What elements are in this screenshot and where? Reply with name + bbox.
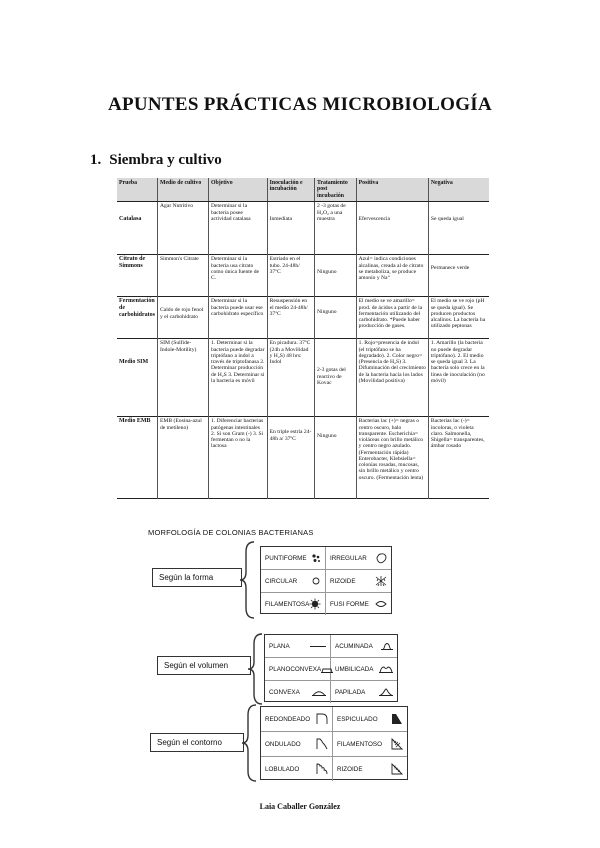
cell-tratamiento: Ninguno [314, 297, 356, 339]
column-header: Tratamiento post incubación [314, 178, 356, 202]
rhizoid-edge-icon [391, 763, 403, 775]
morph-label: ACUMINADA [335, 642, 373, 650]
morph-label: FILAMENTOSO [337, 740, 383, 748]
brace-icon [246, 632, 266, 706]
morph-label: FILAMENTOSA [265, 600, 310, 608]
morph-cell [331, 681, 397, 703]
cell-negativa: 1. Amarillo (la bacteria no puede degradar triptófano). 2. El medio se queda igual 3. La bacteria solo crece en la línea de inoculación (no móvil) [428, 339, 489, 417]
cell-positiva: Bacterias lac (+)= negras o centro oscuro, halo transparente. Escherichia= violáceas con brillo metálico y centro negro azulado. (Fermentación rápida) Enterobacter, Klebsiella= colonias rosadas, mucosas, sin brillo metálico y centro oscuro. (Fermentación lenta) [356, 417, 428, 499]
flat-icon [310, 643, 326, 649]
papillate-icon [379, 688, 393, 696]
morph-label: LOBULADO [265, 765, 300, 773]
cell-objetivo: Determinar si la bacteria puede usar ese carbohidrato específico [209, 297, 268, 339]
table-row [117, 297, 489, 339]
morphology-title: MORFOLOGÍA DE COLONIAS BACTERIANAS [148, 528, 314, 537]
morph-label: RIZOIDE [337, 765, 363, 773]
morph-cell [333, 732, 407, 756]
filamentous-icon [309, 598, 321, 610]
column-header: Positiva [356, 178, 428, 202]
cell-tratamiento: Ninguno [314, 255, 356, 297]
tests-table [117, 178, 489, 499]
morph-label: FUSI FORME [330, 600, 369, 608]
cell-tratamiento: Ninguno [314, 417, 356, 499]
morph-cell [331, 658, 397, 680]
category-edge-label: Según el contorno [150, 733, 244, 752]
fusiform-icon [375, 599, 387, 609]
rounded-edge-icon [316, 713, 328, 725]
morph-label: ONDULADO [265, 740, 301, 748]
morph-label: ESPICULADO [337, 715, 378, 723]
morph-label: IRREGULAR [330, 554, 367, 562]
test-name: Medio SIM [119, 359, 149, 366]
column-header: Inoculación e incubación [267, 178, 314, 202]
table-header-row [117, 178, 489, 202]
morph-label: PAPILADA [335, 688, 366, 696]
morph-cell [333, 707, 407, 731]
morph-label: CIRCULAR [265, 577, 298, 585]
cell-negativa: Permanece verde [428, 255, 489, 297]
test-name: Fermentación de carbohidratos [119, 298, 155, 318]
cell-medio: Caldo de rojo fenol y el carbohidrato [158, 297, 209, 339]
morph-cell [261, 593, 326, 615]
cell-negativa: Bacterias lac (-)= incoloras, o violeta claro. Salmonella, Shigella= transparentes, ámbar rosado [428, 417, 489, 499]
cell-negativa: Se queda igual [428, 202, 489, 255]
umbilicate-icon [379, 665, 393, 673]
morph-cell [261, 570, 326, 592]
column-header: Medio de cultivo [158, 178, 209, 202]
morph-label: UMBILICADA [335, 665, 374, 673]
cell-medio: EMB (Eosina-azul de metileno) [158, 417, 209, 499]
convex-icon [312, 688, 326, 696]
section-number: 1. [90, 152, 102, 168]
column-header: Negativa [428, 178, 489, 202]
cell-objetivo: Determinar si la bacteria usa citrato como única fuente de C. [209, 255, 268, 297]
section-title: Siembra y cultivo [109, 152, 222, 168]
shape-grid [260, 546, 392, 614]
cell-inoculacion: En picadura. 37ºC (24h a Movilidad y H₂S) 48 hrs: Indol [267, 339, 314, 417]
morph-label: CONVEXA [269, 688, 300, 696]
cell-tratamiento: 2-3 gotas del reactivo de Kovac [314, 339, 356, 417]
morph-cell [333, 757, 407, 781]
category-volume-label: Según el volumen [157, 656, 251, 675]
table-row [117, 255, 489, 297]
table-row [117, 417, 489, 499]
brace-icon [240, 703, 260, 783]
cell-medio: Simmon's Citrate [158, 255, 209, 297]
morph-label: REDONDEADO [265, 715, 311, 723]
cell-positiva: Azul= indica condiciones alcalinas, creada al de citrato se metaboliza, se produce amonio y Na⁺ [356, 255, 428, 297]
morph-cell [261, 547, 326, 569]
column-header: Prueba [117, 178, 158, 202]
cell-positiva: Efervescencia [356, 202, 428, 255]
table-row [117, 339, 489, 417]
cell-tratamiento: 2 -3 gotas de H₂O₂ a una muestra [314, 202, 356, 255]
cell-inoculacion: En triple estría 24-48h a/ 37ºC [267, 417, 314, 499]
morph-cell [261, 732, 333, 756]
test-name: Medio EMB [119, 418, 151, 425]
morph-cell [265, 635, 331, 657]
volume-grid [264, 634, 398, 702]
filamentous-edge-icon [391, 738, 403, 750]
acuminate-icon [381, 642, 393, 650]
column-header: Objetivo [209, 178, 268, 202]
morph-cell [265, 658, 331, 680]
irregular-icon [376, 553, 387, 564]
category-shape-label: Según la forma [152, 568, 242, 587]
morph-cell [326, 547, 391, 569]
morph-label: PLANOCONVEXA [269, 665, 322, 673]
cell-positiva: El medio se ve amarillo= prod. de ácidos a partir de la fermentación utilizando del carbohidrato. *Puede haber producción de gases. [356, 297, 428, 339]
circular-icon [311, 576, 321, 586]
test-name: Citrato de Simmons [119, 256, 146, 270]
lobate-edge-icon [316, 763, 328, 775]
morph-cell [265, 681, 331, 703]
cell-medio: Agar Nutritivo [158, 202, 209, 255]
edge-grid [260, 706, 408, 780]
morph-label: RIZOIDE [330, 577, 356, 585]
cell-medio: SIM (Sulfide-Indole-Motility) [158, 339, 209, 417]
morph-label: PUNTIFORME [265, 554, 307, 562]
cell-inoculacion: Estriado en el tubo. 24-48h/ 37ºC [267, 255, 314, 297]
cell-positiva: 1. Rojo=presencia de indol (el triptófano se ha degradado). 2. Color negro= (Presencia de H₂S) 3. Difuminación del crecimiento de la bacteria hacia los lados (Movilidad positiva) [356, 339, 428, 417]
morph-cell [326, 570, 391, 592]
table-row [117, 202, 489, 255]
punctiform-icon [311, 553, 321, 563]
morph-cell [331, 635, 397, 657]
morph-cell [261, 707, 333, 731]
brace-icon [238, 540, 258, 620]
spiculate-edge-icon [391, 713, 403, 725]
undulate-edge-icon [316, 738, 328, 750]
test-name: Catalasa [119, 216, 142, 223]
cell-inoculacion: Inmediata [267, 202, 314, 255]
author-footer: Laia Caballer González [259, 802, 341, 811]
morph-label: PLANA [269, 642, 290, 650]
cell-objetivo: 1. Determinar si la bacteria puede degradar triptófano a indol a través de triptofanasa 2. Determinar producción de H₂S 3. Determinar si la bacteria es móvil [209, 339, 268, 417]
cell-objetivo: Determinar si la bacteria posee actividad catalasa [209, 202, 268, 255]
page-title: APUNTES PRÁCTICAS MICROBIOLOGÍA [107, 94, 493, 115]
cell-objetivo: 1. Diferenciar bacterias patógenas intestinales 2. Si son Gram (-) 3. Si fermentan o no la lactosa [209, 417, 268, 499]
morph-cell [261, 757, 333, 781]
cell-negativa: El medio se ve rojo (pH se queda igual). Se producen productos alcalinos. La bacteria ha utilizado peptonas [428, 297, 489, 339]
rhizoid-icon [375, 575, 387, 587]
morph-cell [326, 593, 391, 615]
section-heading [90, 152, 222, 169]
cell-inoculacion: Resuspensión en el medio 24-48h/ 37ºC [267, 297, 314, 339]
